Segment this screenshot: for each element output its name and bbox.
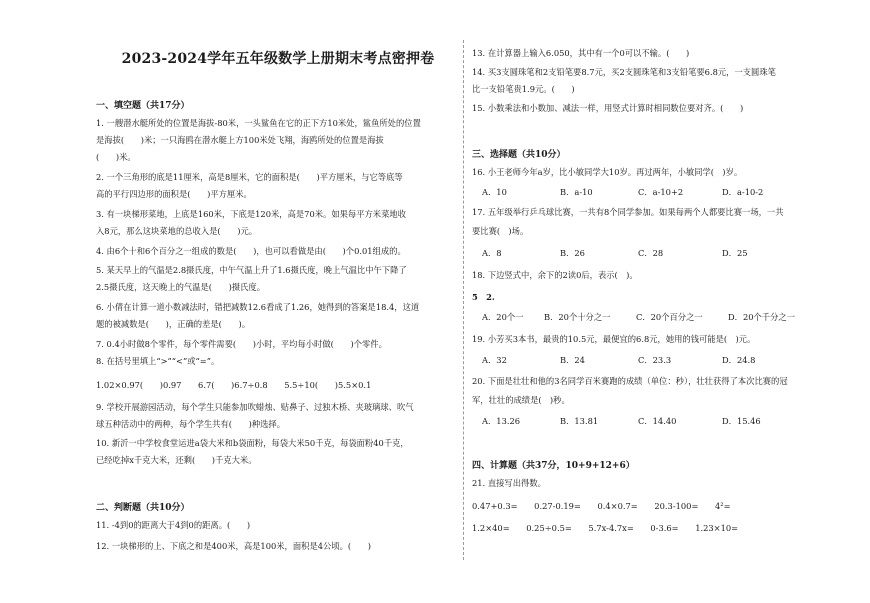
mental-math-row-2: 1.2×40= 0.25÷0.5= 5.7x-4.7x= 0-3.6= 1.23×10= (472, 523, 739, 533)
question-19: 19. 小芳买3本书，最贵的10.5元，最便宜的6.8元，她用的钱可能是( )元。 (472, 334, 756, 344)
question-3-line-1: 3. 有一块梯形菜地，上底是160米，下底是120米，高是70米。如果每平方米菜地收 (96, 209, 406, 219)
question-2-line-1: 2. 一个三角形的底是11厘米，高是8厘米，它的面积是( )平方厘米，与它等底等 (96, 172, 403, 182)
question-5-line-2: 2.5摄氏度，这天晚上的气温是( )摄氏度。 (96, 282, 266, 292)
question-9-line-1: 9. 学校开展游园活动，每个学生只能参加吹蜡烛、贴鼻子、过独木桥、夹玻璃球、吹气 (96, 402, 414, 412)
section-calc-heading: 四、计算题（共37分，10+9+12+6） (472, 461, 635, 471)
question-16: 16. 小王老师今年a岁，比小敏同学大10岁。再过两年，小敏同学( )岁。 (472, 167, 743, 177)
option-c[interactable]: C．23.3 (638, 355, 672, 365)
question-10-line-2: 已经吃掉x千克大米，还剩( )千克大米。 (96, 455, 257, 465)
question-17-line-2: 要比赛( )场。 (472, 226, 529, 236)
question-16-options (482, 187, 763, 198)
question-19-options (482, 355, 755, 366)
option-d[interactable]: D．25 (722, 248, 748, 258)
question-1-line-1: 1. 一艘潜水艇所处的位置是海拔-80米，一头鲨鱼在它的正下方10米处，鲨鱼所处的位置 (96, 118, 421, 128)
question-8: 8. 在括号里填上“>”“<”或“=”。 (96, 356, 220, 366)
question-9-line-2: 球五种活动中的两种，每个学生共有( )种选择。 (96, 419, 286, 429)
option-c[interactable]: C．14.40 (638, 416, 677, 426)
question-17-line-1: 17. 五年级举行乒乓球比赛，一共有8个同学参加。如果每两个人都要比赛一场，一共 (472, 207, 784, 217)
option-c[interactable]: C．28 (638, 248, 664, 258)
question-12: 12. 一块梯形的上、下底之和是400米，高是100米，面积是4公顷。( ) (96, 541, 371, 551)
question-5-line-1: 5. 某天早上的气温是2.8摄氏度，中午气温上升了1.6摄氏度，晚上气温比中午下降了 (96, 265, 407, 275)
option-b[interactable]: B．13.81 (560, 416, 599, 426)
question-18-options (482, 312, 795, 323)
question-20-line-1: 20. 下面是壮壮和他的3名同学百米赛跑的成绩（单位：秒），壮壮获得了本次比赛的冠 (472, 376, 788, 386)
option-a[interactable]: A．10 (482, 187, 507, 197)
question-10-line-1: 10. 新沂一中学校食堂运进a袋大米和b袋面粉，每袋大米50千克，每袋面粉40千克， (96, 438, 409, 448)
question-1-line-3: ( )米。 (96, 152, 136, 162)
question-7: 7. 0.4小时做8个零件，每个零件需要( )小时，平均每小时做( )个零件。 (96, 339, 387, 349)
option-c[interactable]: C．a-10+2 (638, 187, 684, 197)
option-d[interactable]: D．a-10-2 (722, 187, 764, 197)
option-b[interactable]: B．24 (560, 355, 585, 365)
option-a[interactable]: A．20个一 (482, 312, 524, 322)
option-b[interactable]: B．20个十分之一 (544, 312, 611, 322)
question-15: 15. 小数乘法和小数加、减法一样，用竖式计算时相同数位要对齐。( ) (472, 103, 744, 113)
question-13: 13. 在计算器上输入6.050，其中有一个0可以不输。( ) (472, 48, 690, 58)
section-choice-heading: 三、选择题（共10分） (472, 150, 566, 160)
option-b[interactable]: B．a-10 (560, 187, 593, 197)
option-a[interactable]: A．8 (482, 248, 502, 258)
option-a[interactable]: A．13.26 (482, 416, 521, 426)
option-d[interactable]: D．15.46 (722, 416, 761, 426)
question-6-line-2: 题的被减数是( )，正确的差是( )。 (96, 319, 250, 329)
column-divider (463, 40, 465, 560)
option-d[interactable]: D．24.8 (722, 355, 756, 365)
option-d[interactable]: D．20个千分之一 (728, 312, 795, 322)
question-8-comparisons: 1.02×0.97( )0.97 6.7( )6.7÷0.8 5.5÷10( )5.5×0.1 (96, 380, 372, 390)
question-18-vertical-division: 5 2. (472, 292, 495, 302)
question-14-line-1: 14. 买3支圆珠笔和2支铅笔要8.7元，买2支圆珠笔和3支铅笔要6.8元，一支圆珠笔 (472, 67, 776, 77)
question-11: 11. -4到0的距离大于4到0的距离。( ) (96, 520, 251, 530)
option-a[interactable]: A．32 (482, 355, 507, 365)
option-c[interactable]: C．20个百分之一 (636, 312, 703, 322)
page-title: 2023-2024学年五年级数学上册期末考点密押卷 (121, 51, 435, 67)
question-1-line-2: 是海拔( )米；一只海鸥在潜水艇上方100米处飞翔，海鸥所处的位置是海拔 (96, 135, 384, 145)
question-17-options (482, 248, 748, 259)
question-2-line-2: 高的平行四边形的面积是( )平方厘米。 (96, 189, 252, 199)
question-20-options (482, 416, 761, 427)
section-fill-heading: 一、填空题（共17分） (96, 101, 190, 111)
question-6-line-1: 6. 小倩在计算一道小数减法时，错把减数12.6看成了1.26，她得到的答案是18.4，这道 (96, 302, 420, 312)
section-judge-heading: 二、判断题（共10分） (96, 503, 190, 513)
question-3-line-2: 入8元，那么这块菜地的总收入是( )元。 (96, 226, 258, 236)
mental-math-row-1: 0.47+0.3= 0.27-0.19= 0.4×0.7= 20.3-100= 4²= (472, 501, 731, 511)
option-b[interactable]: B．26 (560, 248, 585, 258)
question-20-line-2: 军，壮壮的成绩是( )秒。 (472, 395, 570, 405)
question-14-line-2: 比一支铅笔贵1.9元。( ) (472, 84, 575, 94)
question-18: 18. 下边竖式中，余下的2读0后，表示( )。 (472, 270, 638, 280)
question-4: 4. 由6个十和6个百分之一组成的数是( )，也可以看做是由( )个0.01组成的。 (96, 246, 406, 256)
question-21: 21. 直接写出得数。 (472, 478, 546, 488)
